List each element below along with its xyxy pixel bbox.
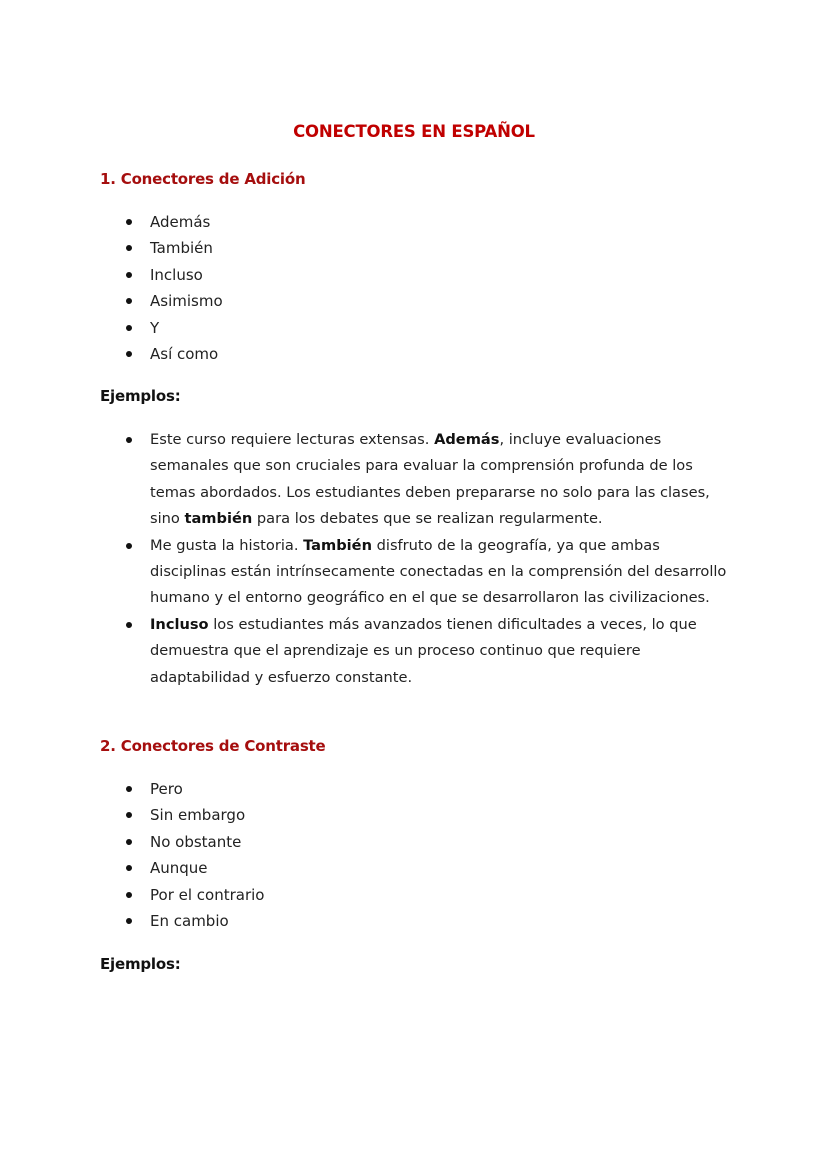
section-heading-contraste: 2. Conectores de Contraste bbox=[100, 737, 326, 755]
example-item: Incluso los estudiantes más avanzados tienen dificultades a veces, lo que demuestra que el aprendizaje es un proceso continuo que requiere adaptabilidad y esfuerzo constante. bbox=[0, 612, 740, 691]
section-heading-adicion: 1. Conectores de Adición bbox=[100, 170, 306, 188]
connector-item: Por el contrario bbox=[0, 882, 264, 908]
connector-item: Pero bbox=[0, 776, 264, 802]
connector-item: Y bbox=[0, 315, 223, 341]
connector-item: Además bbox=[0, 209, 223, 235]
connector-item: También bbox=[0, 235, 223, 261]
examples-label: Ejemplos: bbox=[100, 387, 181, 405]
connector-item: Incluso bbox=[0, 262, 223, 288]
connector-item: En cambio bbox=[0, 908, 264, 934]
example-list-adicion bbox=[0, 427, 740, 691]
connector-list-adicion bbox=[0, 209, 223, 367]
document-title: CONECTORES EN ESPAÑOL bbox=[293, 122, 535, 141]
examples-label: Ejemplos: bbox=[100, 955, 181, 973]
example-item: Este curso requiere lecturas extensas. Además, incluye evaluaciones semanales que son cruciales para evaluar la comprensión profunda de los temas abordados. Los estudiantes deben prepararse no solo para las clases, sino también para los debates que se realizan regularmente. bbox=[0, 427, 740, 533]
connector-item: No obstante bbox=[0, 829, 264, 855]
connector-item: Sin embargo bbox=[0, 802, 264, 828]
connector-item: Aunque bbox=[0, 855, 264, 881]
connector-list-contraste bbox=[0, 776, 264, 934]
connector-item: Así como bbox=[0, 341, 223, 367]
example-item: Me gusta la historia. También disfruto de la geografía, ya que ambas disciplinas están intrínsecamente conectadas en la comprensión del desarrollo humano y el entorno geográfico en el que se desarrollaron las civilizaciones. bbox=[0, 533, 740, 612]
connector-item: Asimismo bbox=[0, 288, 223, 314]
